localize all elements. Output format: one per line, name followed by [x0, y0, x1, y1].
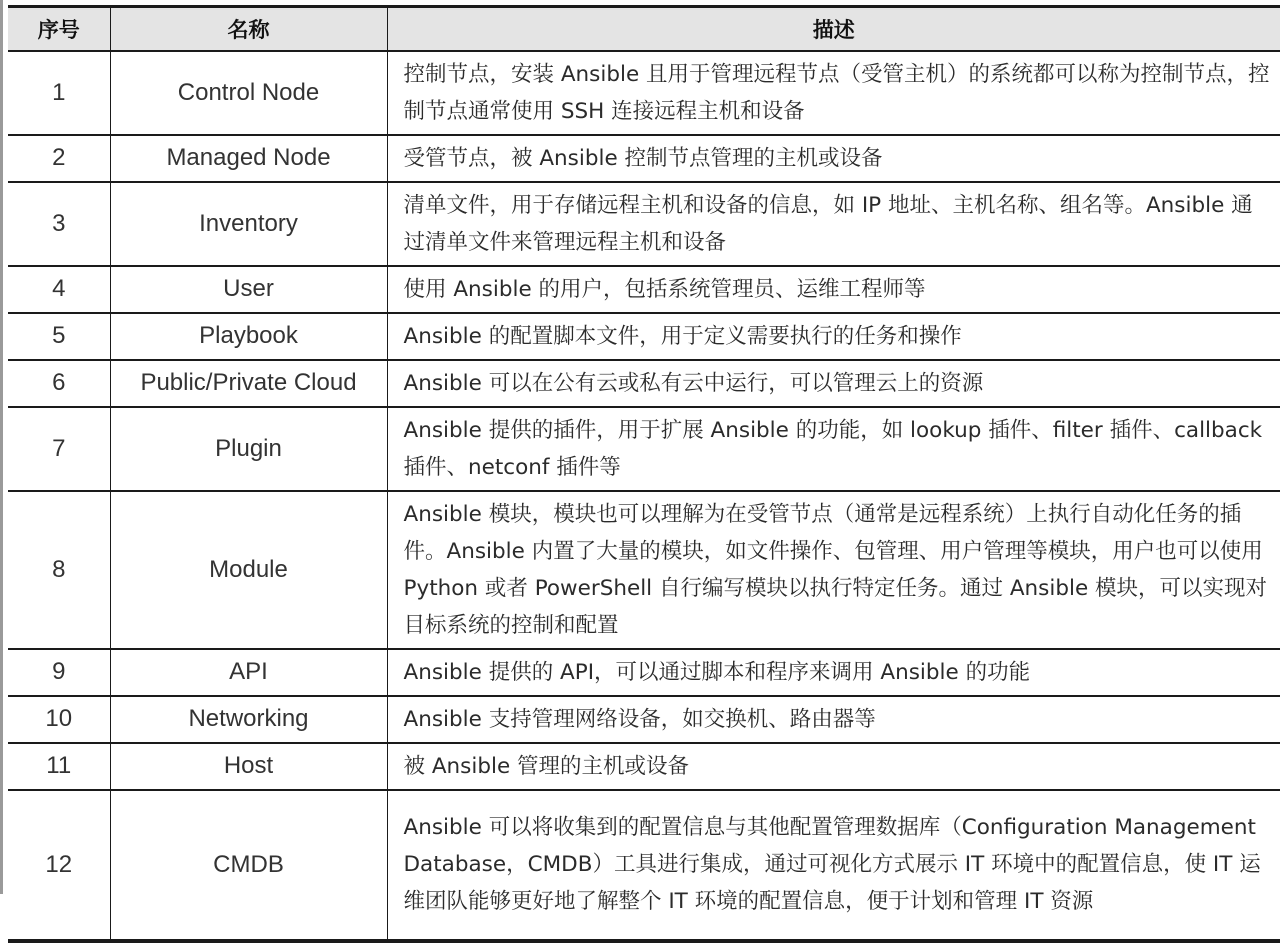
row-description: Ansible 可以将收集到的配置信息与其他配置管理数据库（Configuration Management Database，CMDB）工具进行集成，通过可视化方式展示 IT 环境中的配置信息，使 IT 运维团队能够更好地了解整个 IT 环境的配置信息，便于计划和管理 IT 资源 — [387, 790, 1280, 941]
row-index: 10 — [8, 696, 110, 743]
row-index: 8 — [8, 491, 110, 649]
table-row — [8, 743, 1280, 790]
row-index: 4 — [8, 266, 110, 313]
row-index: 11 — [8, 743, 110, 790]
row-description: Ansible 可以在公有云或私有云中运行，可以管理云上的资源 — [387, 360, 1280, 407]
row-name: Control Node — [110, 51, 387, 135]
row-description: Ansible 提供的 API，可以通过脚本和程序来调用 Ansible 的功能 — [387, 649, 1280, 696]
table-row — [8, 696, 1280, 743]
table-row — [8, 51, 1280, 135]
row-index: 7 — [8, 407, 110, 491]
page-edge — [0, 0, 3, 894]
table-row — [8, 182, 1280, 266]
table-row — [8, 266, 1280, 313]
row-name: Playbook — [110, 313, 387, 360]
row-name: Networking — [110, 696, 387, 743]
header-index: 序号 — [8, 7, 110, 51]
table-row — [8, 135, 1280, 182]
row-name: Managed Node — [110, 135, 387, 182]
row-description: 受管节点，被 Ansible 控制节点管理的主机或设备 — [387, 135, 1280, 182]
table-header-row — [8, 7, 1280, 51]
row-name: Module — [110, 491, 387, 649]
table-row — [8, 491, 1280, 649]
row-index: 9 — [8, 649, 110, 696]
ansible-terms-table — [8, 5, 1280, 943]
row-description: 被 Ansible 管理的主机或设备 — [387, 743, 1280, 790]
row-index: 5 — [8, 313, 110, 360]
header-description: 描述 — [387, 7, 1280, 51]
row-name: CMDB — [110, 790, 387, 941]
row-name: API — [110, 649, 387, 696]
row-description: Ansible 的配置脚本文件，用于定义需要执行的任务和操作 — [387, 313, 1280, 360]
row-index: 2 — [8, 135, 110, 182]
table-row — [8, 649, 1280, 696]
row-description: Ansible 模块，模块也可以理解为在受管节点（通常是远程系统）上执行自动化任务的插件。Ansible 内置了大量的模块，如文件操作、包管理、用户管理等模块，用户也可以使用 Python 或者 PowerShell 自行编写模块以执行特定任务。通过 Ansible 模块，可以实现对目标系统的控制和配置 — [387, 491, 1280, 649]
table-row — [8, 313, 1280, 360]
row-description: 清单文件，用于存储远程主机和设备的信息，如 IP 地址、主机名称、组名等。Ansible 通过清单文件来管理远程主机和设备 — [387, 182, 1280, 266]
table-row — [8, 360, 1280, 407]
header-name: 名称 — [110, 7, 387, 51]
row-description: 使用 Ansible 的用户，包括系统管理员、运维工程师等 — [387, 266, 1280, 313]
row-name: Plugin — [110, 407, 387, 491]
row-name: Inventory — [110, 182, 387, 266]
row-description: Ansible 支持管理网络设备，如交换机、路由器等 — [387, 696, 1280, 743]
table-row — [8, 407, 1280, 491]
row-name: Host — [110, 743, 387, 790]
row-description: 控制节点，安装 Ansible 且用于管理远程节点（受管主机）的系统都可以称为控制节点，控制节点通常使用 SSH 连接远程主机和设备 — [387, 51, 1280, 135]
row-description: Ansible 提供的插件，用于扩展 Ansible 的功能，如 lookup 插件、filter 插件、callback 插件、netconf 插件等 — [387, 407, 1280, 491]
row-index: 6 — [8, 360, 110, 407]
row-name: User — [110, 266, 387, 313]
row-index: 3 — [8, 182, 110, 266]
row-name: Public/Private Cloud — [110, 360, 387, 407]
table-row — [8, 790, 1280, 941]
row-index: 1 — [8, 51, 110, 135]
row-index: 12 — [8, 790, 110, 941]
